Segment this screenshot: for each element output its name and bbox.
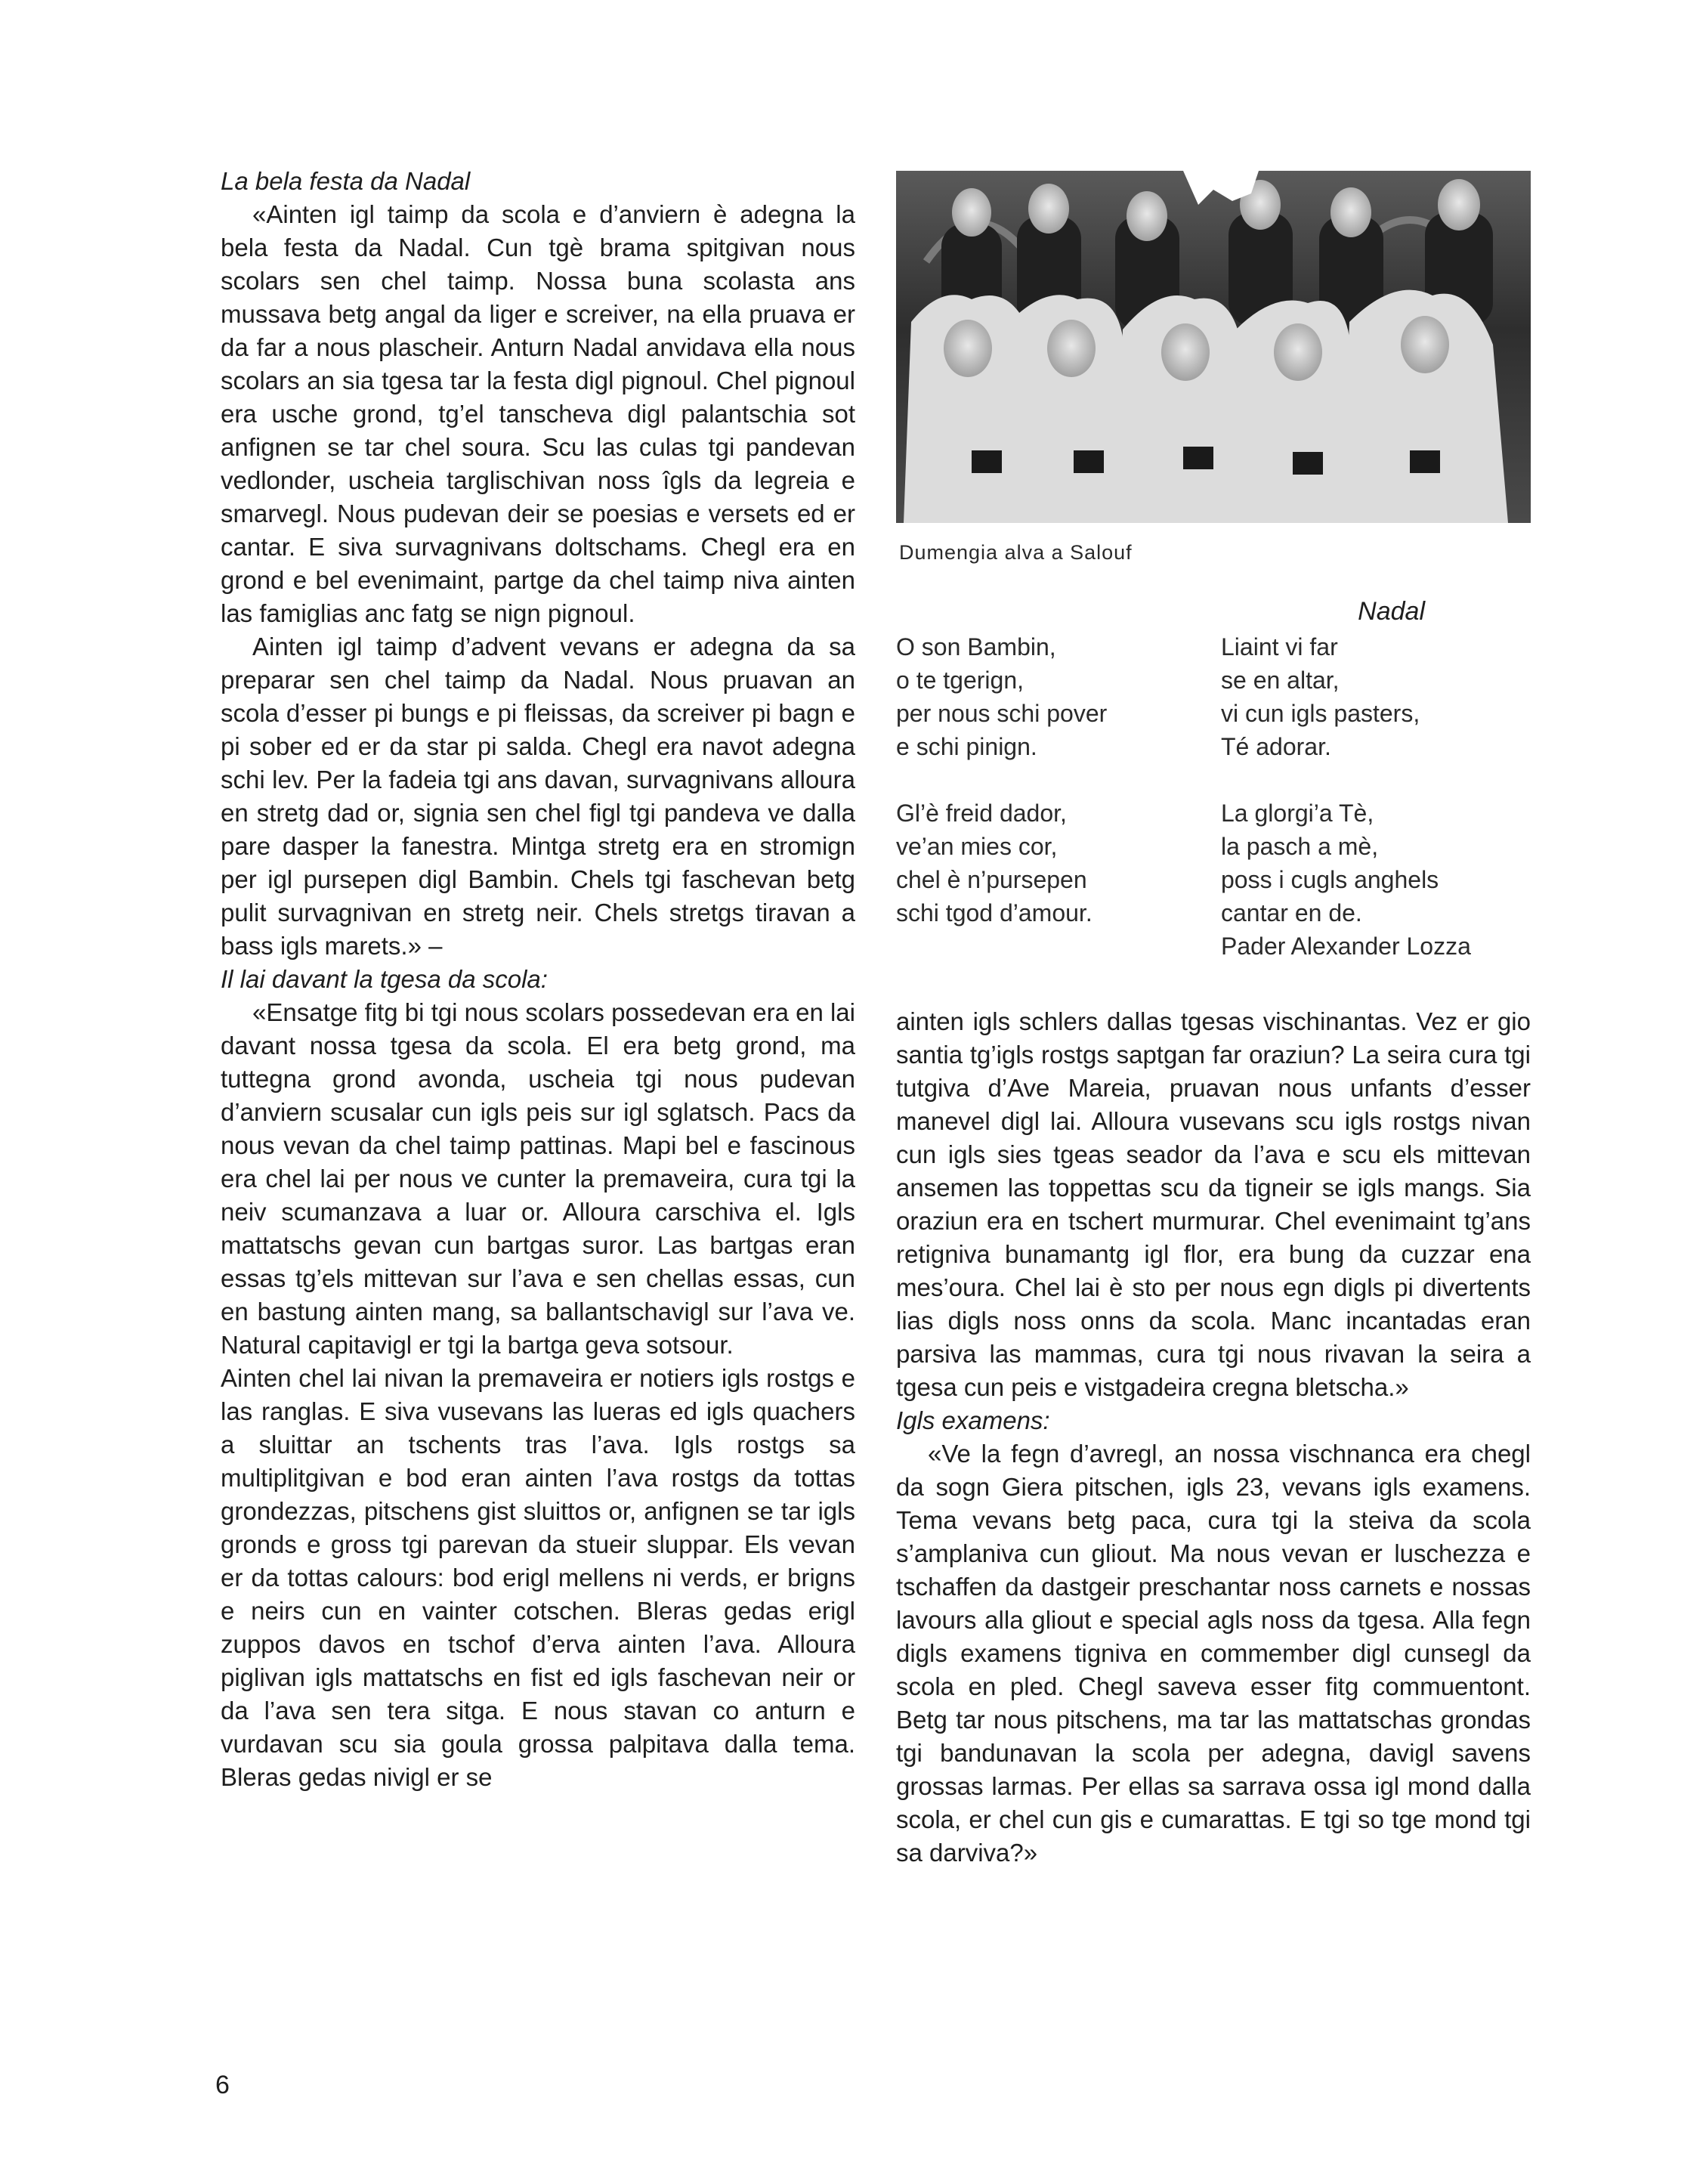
section-heading-lake: Il lai davant la tgesa da scola: bbox=[221, 965, 548, 993]
poem-stanza-4 bbox=[1221, 797, 1471, 963]
poem-line: e schi pinign. bbox=[896, 733, 1037, 760]
paragraph-christmas: «Ainten igl taimp da scola e d’anviern è adegna la bela festa da Nadal. Cun tgè brama spitgivan nous scolars sen chel taimp. Nossa buna scolasta ans mussava betg angal da liger e screiver, na ella pruava er da far a nous plascheir. Anturn Nadal anvidava ella nous scolars an sia tgesa tar la festa digl pignoul. Chel pignoul era usche grond, tg’el tanscheva digl palantschia sot anfignen se tar chel soura. Scu las culas tgi pandevan vedlonder, uscheia targlischivan noss îgls da legreia e smarvegl. Nous pudevan deir se poesias e versets ed er cantar. E siva survagnivans doltschams. Chegl era en grond e bel evenimaint, partge da chel taimp niva ainten las famiglias anc fatg se nign pignoul. bbox=[221, 200, 855, 627]
poem-line: la pasch a mè, bbox=[1221, 833, 1379, 860]
poem-line: per nous schi pover bbox=[896, 700, 1108, 727]
paragraph-lake-1: «Ensatge fitg bi tgi nous scolars possedevan era en lai davant nossa tgesa da scola. El era betg grond, ma tuttegna grond avonda, uscheia tgi nous pudevan d’anviern scusalar cun igls peis sur igl sglatsch. Pacs da nous vevan da chel taimp pattinas. Mapi bel e fascinous era chel lai per nous ve cunter la premaveira, cura tgi la neiv scumanzava a luar or. Alloura carschiva el. Igls mattatschs gevan cun bartgas suror. Las bartgas eran essas tg’els mittevan sur l’ava e sen chellas essas, cun en bastung ainten mang, sa ballantschavigl sur l’ava ve. Natural capitavigl er tgi la bartga geva sotsour. bbox=[221, 998, 855, 1359]
poem-line: se en altar, bbox=[1221, 667, 1340, 694]
poem-title: Nadal bbox=[1358, 597, 1425, 626]
poem-stanza-1 bbox=[896, 630, 1107, 763]
left-column bbox=[221, 165, 855, 1794]
paragraph-lake-3: ainten igls schlers dallas tgesas vischinantas. Vez er gio santia tg’igls rostgs saptgan far oraziun? La seira cura tgi tutgiva d’Ave Mareia, pruavan nous unfants d’esser manevel digl lai. Alloura vusevans scu igls rostgs nivan cun igls sies tgeas seador da l’ava e scu els mittevan ansemen las toppettas scu da tigneir se igls mangs. Sia oraziun era en tschert murmurar. Chel evenimaint tg’ans retigniva bunamantg igl flor, era bung da cuzzar ena mes’oura. Chel lai è sto per nous egn digls pi divertents lias digls noss onns da scola. Manc incantadas eran parsiva las mammas, cura tgi nous rivavan la seira a tgesa cun peis e vistgadeira cregna bletscha.» bbox=[896, 1007, 1531, 1401]
poem-line: chel è n’pursepen bbox=[896, 866, 1087, 893]
section-heading-christmas: La bela festa da Nadal bbox=[221, 167, 471, 195]
poem-line: La glorgi’a Tè, bbox=[1221, 800, 1374, 827]
poem-line: poss i cugls anghels bbox=[1221, 866, 1439, 893]
poem-line: schi tgod d’amour. bbox=[896, 899, 1093, 926]
poem-stanza-3 bbox=[896, 797, 1093, 930]
right-column bbox=[896, 1005, 1531, 1870]
photo-caption: Dumengia alva a Salouf bbox=[899, 541, 1133, 564]
paragraph-advent: Ainten igl taimp d’advent vevans er adegna da sa preparar sen chel taimp da Nadal. Nous pruavan an scola d’esser pi bungs e pi fleissas, da screiver pi bagn e pi sober ed er da star pi salda. Chegl era navot adegna schi lev. Per la fadeia tgi ans davan, survagnivans alloura en stretg dad or, signia sen chel figl tgi pandeva ve dalla pare dasper la fanestra. Mintga stretg era en stromign per igl pursepen digl Bambin. Chels tgi faschevan betg pulit survagnivan en stretg neir. Chels stretgs tiravan a bass igls marets.» – bbox=[221, 633, 855, 960]
paragraph-exams: «Ve la fegn d’avregl, an nossa vischnanca era chegl da sogn Giera pitschen, igls 23, vevans igls examens. Tema vevans betg paca, cura tgi la steiva da scola s’amplaniva cun gliout. Ma nous vevan er luschezza e tschaffen da dastgeir preschantar noss carnets e nossas lavours alla gliout e special agls noss da tgesa. Alla fegn digls examens tigniva en commember digl cunsegl da scola en pled. Chegl saveva esser fitg commuentont. Betg tar nous pitschens, ma tar las mattatschas grondas tgi bandunavan la scola per adegna, davigl savens grossas larmas. Per ellas sa sarrava ossa igl mond dalla scola, er chel cun gis e cumarattas. E tgi so tge mond tgi sa darviva?» bbox=[896, 1440, 1531, 1867]
poem-line: Gl’è freid dador, bbox=[896, 800, 1067, 827]
paragraph-lake-2: Ainten chel lai nivan la premaveira er notiers igls rostgs e las ranglas. E siva vusevans las lueras ed igls quachers a sluittar an tschents tras l’ava. Igls rostgs sa multiplitgivan e bod eran ainten l’ava rostgs da tottas grondezzas, pitschens gist sluittos or, anfignen se tar igls gronds e gross tgi parevan da stueir sluppar. Els vevan er da tottas calours: bod erigl mellens ni verds, er brigns e neirs cun en vainter cotschen. Bleras gedas erigl zuppos davos en tschof d’erva ainten l’ava. Alloura piglivan igls mattatschs en fist ed igls faschevan neir or da l’ava sen tera sitga. E nous stavan co anturn e vurdavan scu sia goula grossa palpitava dalla tema. Bleras gedas nivigl er se bbox=[221, 1364, 855, 1791]
photo-first-communion bbox=[896, 171, 1531, 523]
poem-line: ve’an mies cor, bbox=[896, 833, 1058, 860]
poem-line: cantar en de. bbox=[1221, 899, 1362, 926]
poem-line: Té adorar. bbox=[1221, 733, 1331, 760]
poem-line: o te tgerign, bbox=[896, 667, 1024, 694]
poem-line: O son Bambin, bbox=[896, 633, 1056, 660]
section-heading-exams: Igls examens: bbox=[896, 1406, 1050, 1434]
poem-stanza-2 bbox=[1221, 630, 1420, 763]
poem-line: vi cun igls pasters, bbox=[1221, 700, 1420, 727]
poem-author: Pader Alexander Lozza bbox=[1221, 933, 1471, 960]
photo-first-communion-image bbox=[896, 171, 1531, 523]
poem-line: Liaint vi far bbox=[1221, 633, 1338, 660]
page-number: 6 bbox=[215, 2071, 230, 2099]
